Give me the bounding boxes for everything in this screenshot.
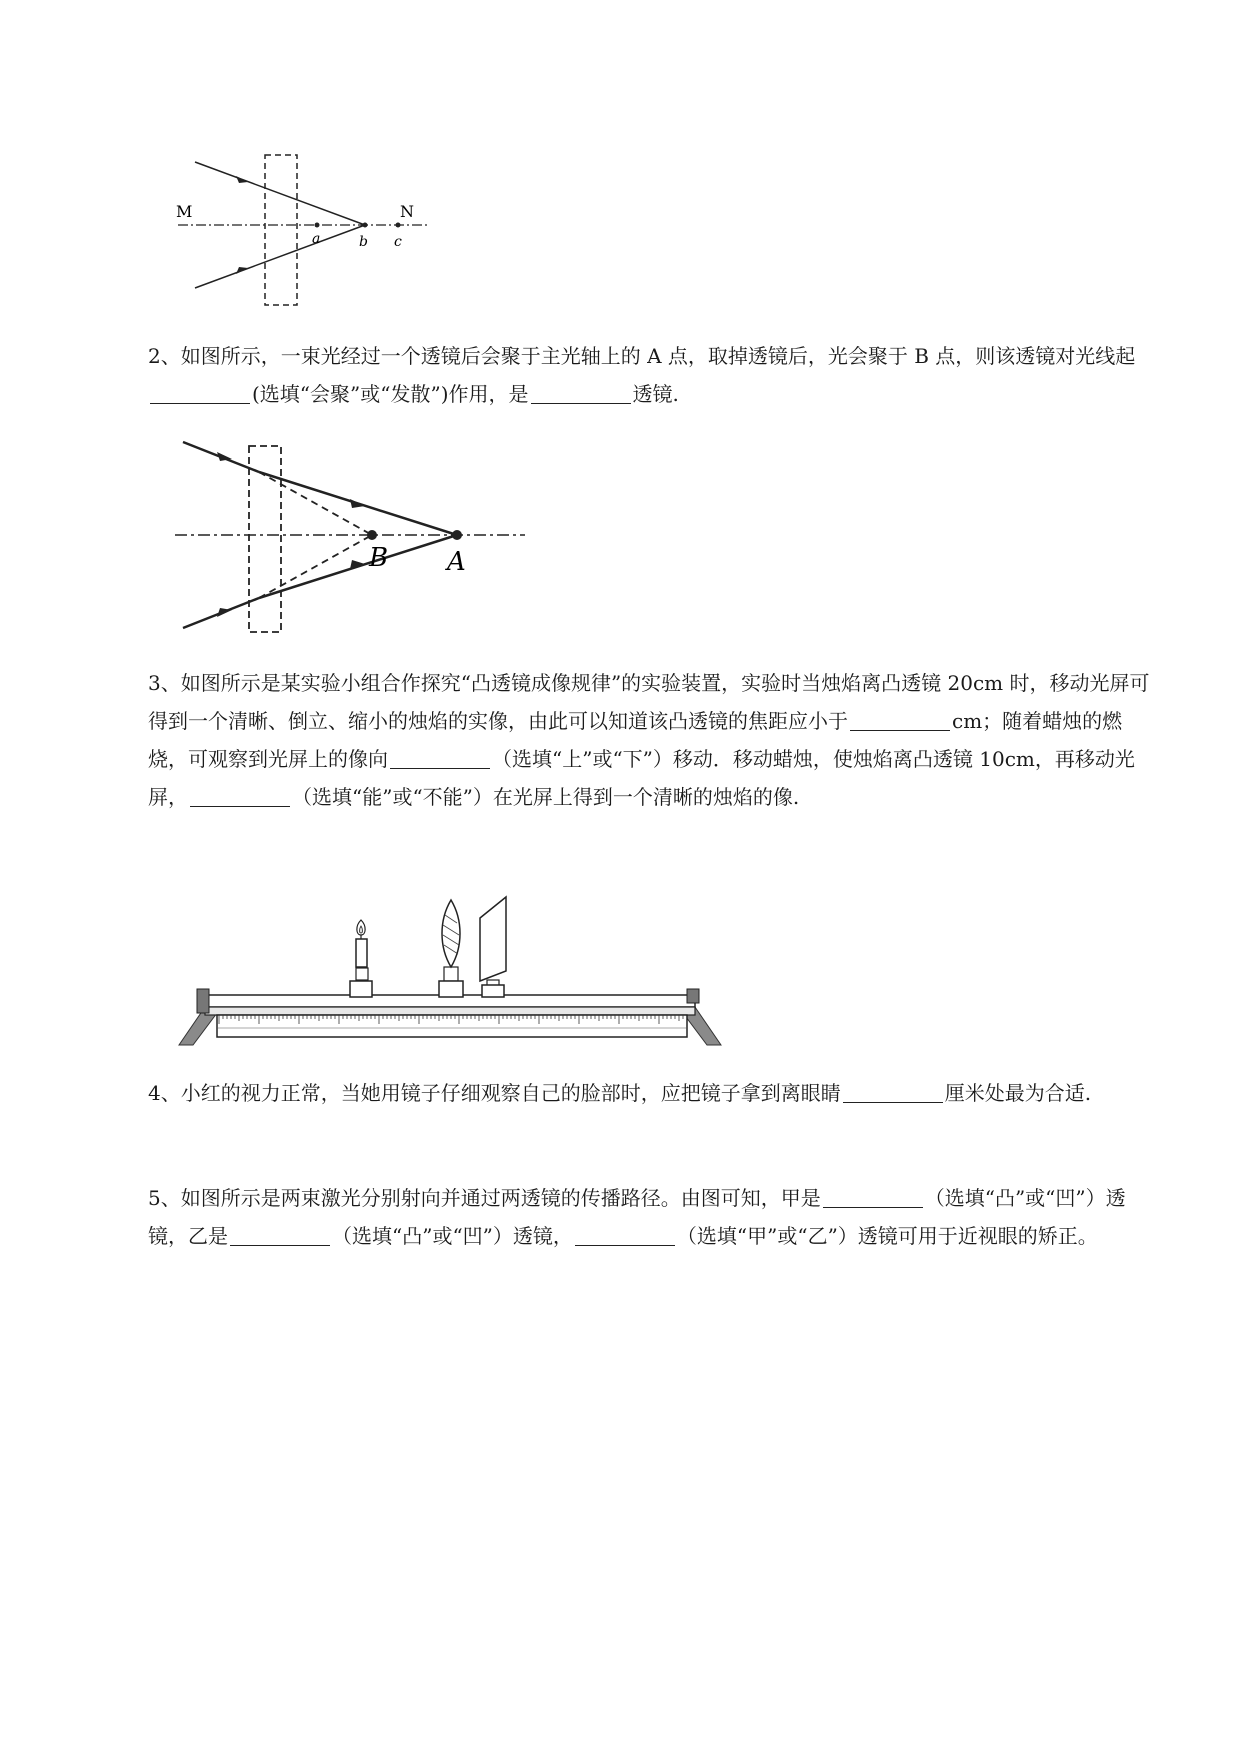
q5-text-4: （选填“甲”或“乙”）透镜可用于近视眼的矫正。 — [676, 1224, 1098, 1248]
q5-text-2: （选填“凸”或“凹”）透镜，乙是 — [148, 1186, 1126, 1248]
q5-text-3: （选填“凸”或“凹”）透镜， — [332, 1224, 573, 1248]
label-n: N — [400, 202, 414, 221]
q3-text-2: cm；随着蜡烛的燃烧，可观察到光屏上的像向 — [148, 709, 1123, 771]
lens-diagram-2 — [175, 438, 535, 638]
q5-blank-1[interactable] — [823, 1185, 923, 1208]
q2-blank-1[interactable] — [150, 381, 250, 404]
q2-text-3: 透镜. — [632, 382, 679, 406]
label-c: c — [394, 234, 402, 250]
q5-blank-2[interactable] — [230, 1223, 330, 1246]
optical-bench-diagram — [175, 885, 735, 1050]
q3-blank-2[interactable] — [390, 746, 490, 769]
q2-blank-2[interactable] — [531, 381, 631, 404]
label-m: M — [176, 202, 193, 221]
label-b: b — [359, 234, 368, 250]
q4-text-1: 4、小红的视力正常，当她用镜子仔细观察自己的脸部时，应把镜子拿到离眼睛 — [148, 1081, 841, 1105]
q2-text-2: (选填“会聚”或“发散”)作用，是 — [252, 382, 529, 406]
label-a: A — [447, 547, 466, 577]
question-5 — [148, 1179, 1158, 1255]
q3-blank-1[interactable] — [850, 708, 950, 731]
q5-text-1: 5、如图所示是两束激光分别射向并通过两透镜的传播路径。由图可知，甲是 — [148, 1186, 821, 1210]
q3-text-3: （选填“上”或“下”）移动．移动蜡烛，使烛焰离凸透镜 10cm，再移动光屏， — [148, 747, 1135, 809]
q3-text-1: 3、如图所示是某实验小组合作探究“凸透镜成像规律”的实验装置，实验时当烛焰离凸透镜 20cm 时，移动光屏可得到一个清晰、倒立、缩小的烛焰的实像，由此可以知道该凸透镜的焦距应小于 — [148, 671, 1150, 733]
label-b: B — [369, 543, 389, 573]
q2-text-1: 2、如图所示，一束光经过一个透镜后会聚于主光轴上的 A 点，取掉透镜后，光会聚于 B 点，则该透镜对光线起 — [148, 344, 1136, 368]
q4-blank-1[interactable] — [843, 1080, 943, 1103]
question-4 — [148, 1074, 1158, 1112]
q4-text-2: 厘米处最为合适. — [944, 1081, 1092, 1105]
q3-text-4: （选填“能”或“不能”）在光屏上得到一个清晰的烛焰的像. — [292, 785, 800, 809]
q3-blank-3[interactable] — [190, 784, 290, 807]
q5-blank-3[interactable] — [575, 1223, 675, 1246]
question-3 — [148, 664, 1158, 816]
question-2 — [148, 337, 1158, 413]
lens-diagram-1 — [170, 150, 440, 320]
label-a: a — [312, 231, 321, 247]
